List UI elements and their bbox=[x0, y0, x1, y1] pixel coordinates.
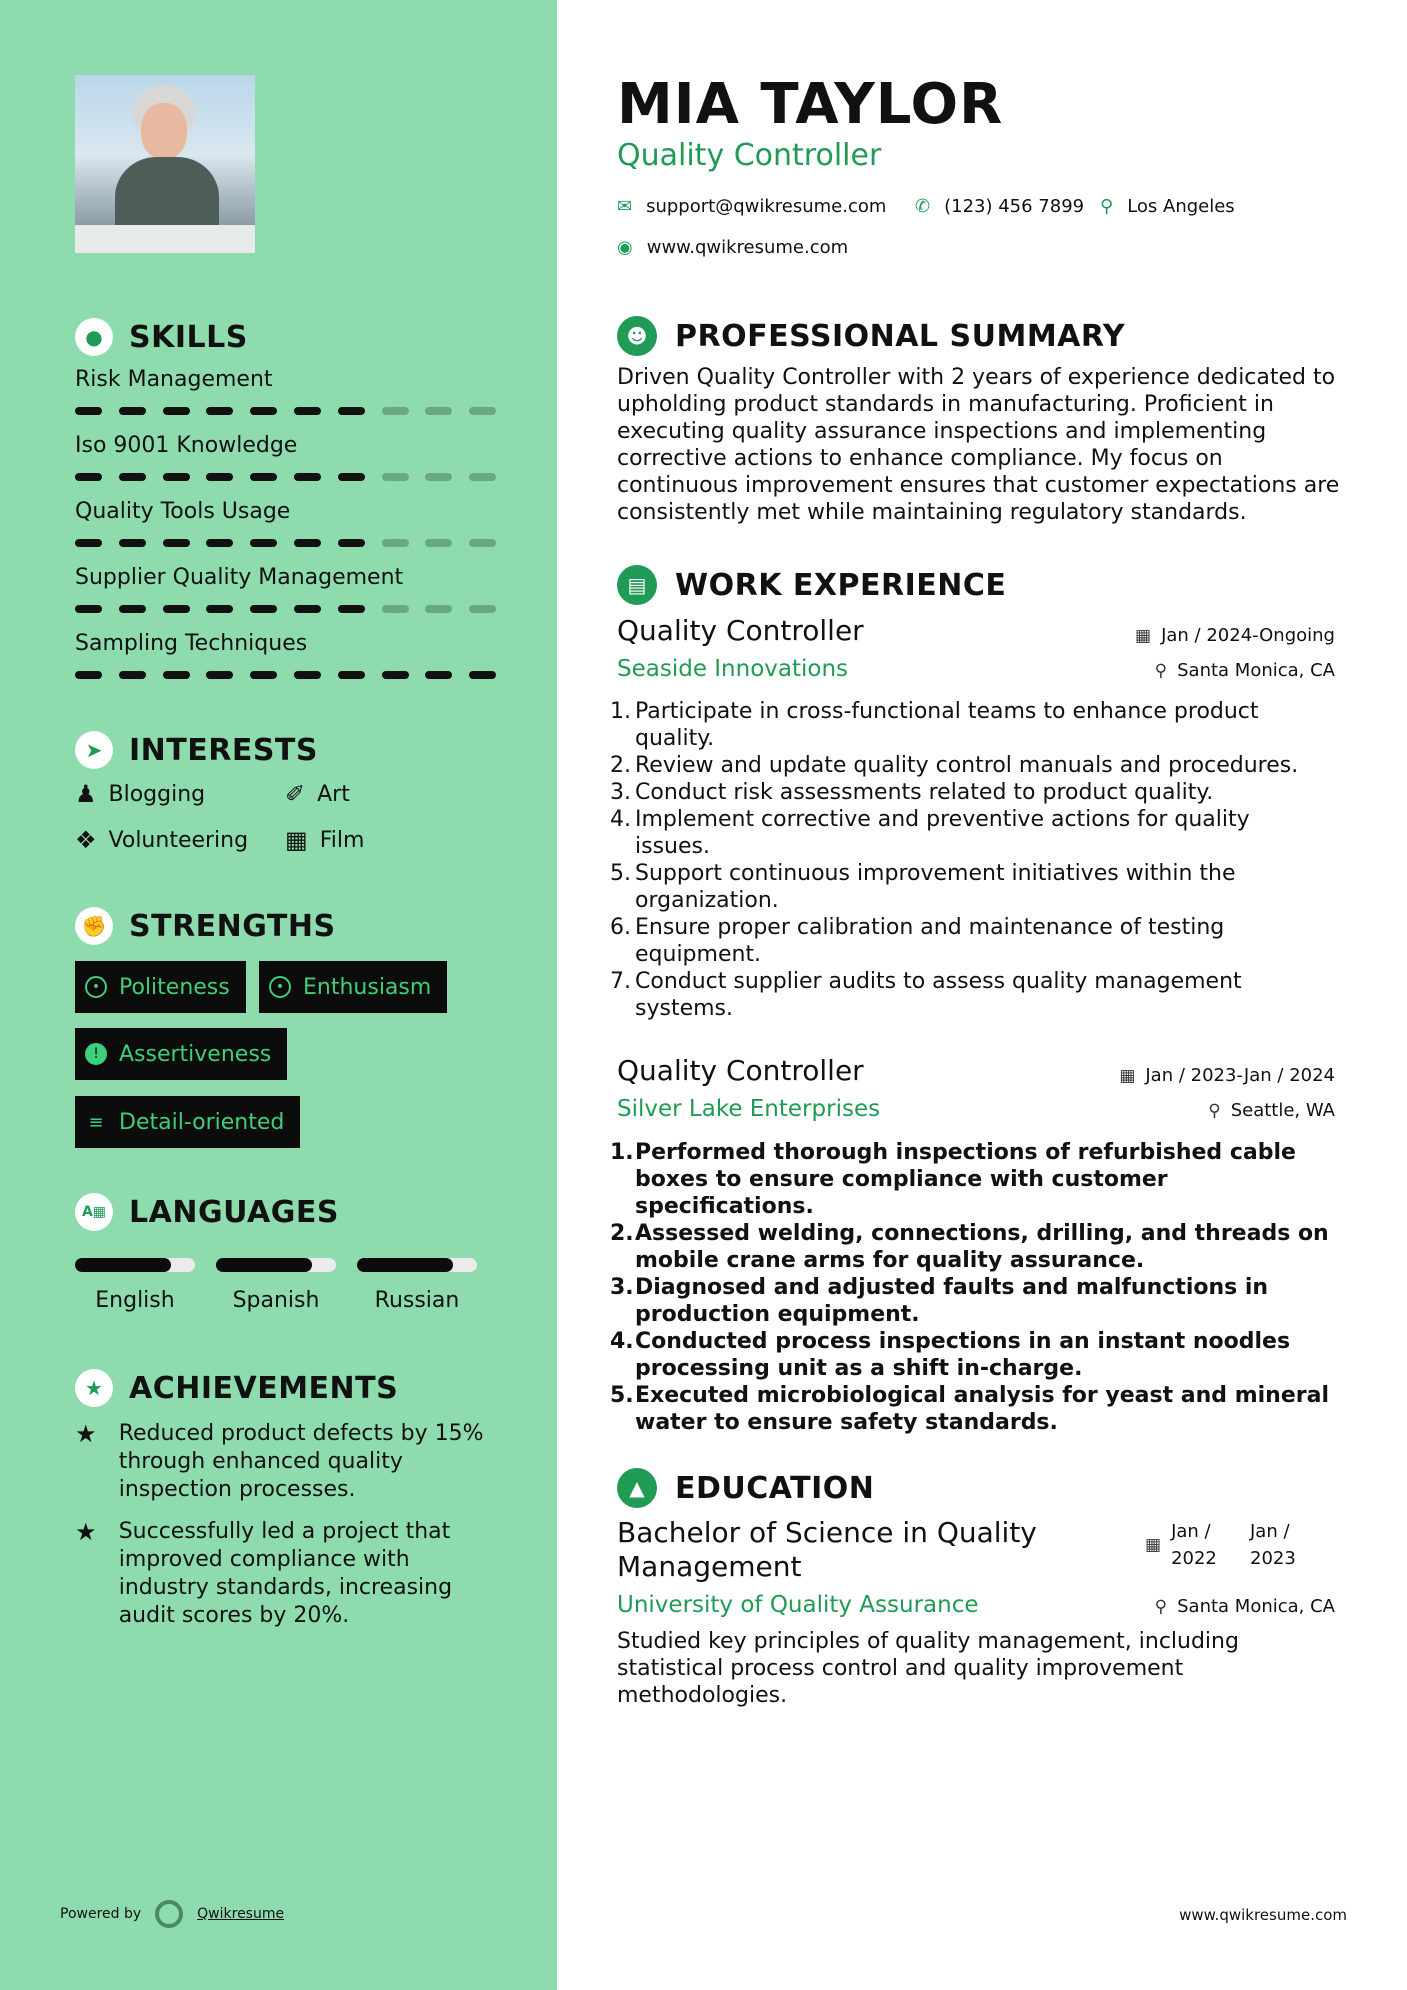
achievement-item: ★ Successfully led a project that improved compliance with industry standards, increasing audit scores by 20%. bbox=[75, 1518, 453, 1628]
interest-item: ❖ Volunteering bbox=[75, 826, 249, 854]
footer-website[interactable]: www.qwikresume.com bbox=[1179, 1906, 1347, 1924]
candidate-role: Quality Controller bbox=[617, 138, 882, 173]
list-item: 5. Support continuous improvement initiatives within the organization. bbox=[610, 861, 1236, 913]
skills-heading: ● SKILLS bbox=[75, 318, 248, 356]
skill-dash-filled bbox=[250, 539, 277, 547]
skill-dash-filled bbox=[163, 605, 190, 613]
star-badge-icon: ★ bbox=[75, 1369, 113, 1407]
contact-phone: ✆ (123) 456 7899 bbox=[915, 196, 1085, 217]
language-level-fill bbox=[75, 1258, 171, 1272]
skill-dash-filled bbox=[338, 539, 365, 547]
skill-dash-filled bbox=[338, 473, 365, 481]
sidebar bbox=[0, 0, 557, 1990]
skill-dash-filled bbox=[206, 671, 233, 679]
skill-dash-filled bbox=[119, 407, 146, 415]
list-item: 4. Conducted process inspections in an instant noodles processing unit as a shift in-charge. bbox=[610, 1329, 1291, 1381]
pushpin-icon: ⚲ bbox=[1154, 1596, 1168, 1617]
skill-dash-filled bbox=[206, 473, 233, 481]
skill-level-bar bbox=[75, 605, 505, 613]
contact-website: ◉ www.qwikresume.com bbox=[617, 237, 849, 258]
degree-title: Bachelor of Science in Quality Management bbox=[617, 1516, 1037, 1583]
skill-dash-empty bbox=[382, 605, 409, 613]
skill-dash-filled bbox=[338, 671, 365, 679]
skill-item: Quality Tools Usage bbox=[75, 499, 505, 524]
language-name: English bbox=[95, 1288, 175, 1313]
job-dates: ▦ Jan / 2024-Ongoing bbox=[1135, 625, 1335, 646]
pushpin-icon: ⚲ bbox=[1154, 660, 1168, 681]
skill-dash-filled bbox=[294, 671, 321, 679]
skill-dash-empty bbox=[425, 473, 452, 481]
skill-dash-filled bbox=[425, 671, 452, 679]
list-item: 3. Conduct risk assessments related to product quality. bbox=[610, 780, 1214, 805]
job-dates: ▦ Jan / 2023-Jan / 2024 bbox=[1119, 1065, 1335, 1086]
skill-dash-filled bbox=[119, 473, 146, 481]
skill-level-bar bbox=[75, 671, 505, 679]
skill-item: Supplier Quality Management bbox=[75, 565, 505, 590]
skill-dash-filled bbox=[75, 539, 102, 547]
language-name: Russian bbox=[374, 1288, 460, 1313]
strength-badge: ≡ Detail-oriented bbox=[75, 1096, 300, 1148]
list-item: 4. Implement corrective and preventive actions for quality issues. bbox=[610, 807, 1250, 859]
strength-badge: • Politeness bbox=[75, 961, 246, 1013]
language-level-fill bbox=[216, 1258, 312, 1272]
map-pin-icon: ⚲ bbox=[1100, 196, 1114, 217]
list-item: 3. Diagnosed and adjusted faults and malfunctions in production equipment. bbox=[610, 1275, 1269, 1327]
job-bullets bbox=[610, 1139, 1330, 1436]
smile-icon: • bbox=[85, 976, 107, 998]
skill-dash-filled bbox=[294, 407, 321, 415]
list-item: 6. Ensure proper calibration and maintenance of testing equipment. bbox=[610, 915, 1225, 967]
skill-dash-filled bbox=[469, 671, 496, 679]
pushpin-icon: ⚲ bbox=[1208, 1100, 1221, 1121]
skill-dash-filled bbox=[294, 473, 321, 481]
language-level-fill bbox=[357, 1258, 453, 1272]
skill-level-bar bbox=[75, 539, 505, 547]
skill-dash-empty bbox=[469, 605, 496, 613]
skill-item: Iso 9001 Knowledge bbox=[75, 433, 505, 458]
skill-dash-filled bbox=[163, 473, 190, 481]
shooting-star-icon: ★ bbox=[75, 1518, 97, 1546]
skill-dash-filled bbox=[206, 407, 233, 415]
skill-dash-filled bbox=[250, 671, 277, 679]
smile-icon: • bbox=[269, 976, 291, 998]
skill-dash-filled bbox=[75, 671, 102, 679]
skill-item: Risk Management bbox=[75, 367, 505, 392]
skill-dash-empty bbox=[382, 473, 409, 481]
list-item: 7. Conduct supplier audits to assess quality management systems. bbox=[610, 969, 1242, 1021]
briefcase-icon: ▤ bbox=[617, 565, 657, 605]
education-end-date: Jan / 2023 bbox=[1250, 1521, 1296, 1569]
interest-item: ♟ Blogging bbox=[75, 780, 206, 808]
contact-email: ✉ support@qwikresume.com bbox=[617, 196, 887, 217]
strength-badge: • Enthusiasm bbox=[259, 961, 447, 1013]
skill-dash-filled bbox=[294, 539, 321, 547]
skill-dash-empty bbox=[469, 539, 496, 547]
job-location: ⚲ Seattle, WA bbox=[1208, 1100, 1335, 1121]
profile-photo bbox=[75, 75, 255, 253]
company-name: Silver Lake Enterprises bbox=[617, 1096, 881, 1122]
strengths-heading: ✊ STRENGTHS bbox=[75, 907, 336, 945]
skill-dash-filled bbox=[163, 407, 190, 415]
language-name: Spanish bbox=[232, 1288, 320, 1313]
interest-item: ✐ Art bbox=[285, 780, 350, 808]
education-description: Studied key principles of quality management, including statistical process control and quality improvement methodologies. bbox=[617, 1629, 1239, 1708]
skill-dash-filled bbox=[250, 473, 277, 481]
calendar-icon: ▦ bbox=[1119, 1065, 1136, 1086]
calendar-icon: ▦ bbox=[1135, 625, 1152, 646]
handshake-icon: ❖ bbox=[75, 826, 97, 854]
contact-location: ⚲ Los Angeles bbox=[1100, 196, 1235, 217]
skill-dash-filled bbox=[163, 539, 190, 547]
skill-dash-filled bbox=[206, 539, 233, 547]
powered-by: Powered by Qwikresume bbox=[60, 1900, 284, 1928]
shooting-star-icon: ★ bbox=[75, 1420, 97, 1448]
education-location: ⚲ Santa Monica, CA bbox=[1154, 1596, 1335, 1617]
skill-dash-filled bbox=[119, 605, 146, 613]
job-location: ⚲ Santa Monica, CA bbox=[1154, 660, 1335, 681]
fist-icon: ✊ bbox=[75, 907, 113, 945]
paintbrush-icon: ✐ bbox=[285, 780, 306, 808]
skill-dash-filled bbox=[338, 605, 365, 613]
skill-dash-filled bbox=[119, 671, 146, 679]
interest-item: ▦ Film bbox=[285, 826, 365, 854]
interests-heading: ➤ INTERESTS bbox=[75, 731, 318, 769]
skill-dash-filled bbox=[75, 407, 102, 415]
skill-dash-filled bbox=[294, 605, 321, 613]
skill-dash-empty bbox=[469, 473, 496, 481]
skill-dash-filled bbox=[75, 605, 102, 613]
skill-item: Sampling Techniques bbox=[75, 631, 505, 656]
experience-heading: ▤ WORK EXPERIENCE bbox=[617, 565, 1006, 605]
graduation-cap-icon: ▲ bbox=[617, 1468, 657, 1508]
languages-heading: A▦ LANGUAGES bbox=[75, 1193, 339, 1231]
skill-dash-empty bbox=[425, 407, 452, 415]
skill-level-bar bbox=[75, 473, 505, 481]
skill-dash-filled bbox=[250, 605, 277, 613]
qwikresume-link[interactable]: Qwikresume bbox=[197, 1906, 285, 1922]
skill-dash-empty bbox=[425, 539, 452, 547]
education-start-date: ▦ Jan / 2022 bbox=[1145, 1518, 1231, 1572]
skill-dash-filled bbox=[119, 539, 146, 547]
list-item: 2. Review and update quality control manuals and procedures. bbox=[610, 753, 1299, 778]
envelope-icon: ✉ bbox=[617, 196, 633, 217]
strength-badge: ! Assertiveness bbox=[75, 1028, 287, 1080]
skill-dash-empty bbox=[425, 605, 452, 613]
users-icon: ♟ bbox=[75, 780, 97, 808]
language-level-bar bbox=[357, 1258, 477, 1272]
achievements-heading: ★ ACHIEVEMENTS bbox=[75, 1369, 398, 1407]
school-name: University of Quality Assurance bbox=[617, 1592, 979, 1618]
skill-dash-filled bbox=[163, 671, 190, 679]
skill-dash-empty bbox=[382, 407, 409, 415]
summary-heading: ☻ PROFESSIONAL SUMMARY bbox=[617, 316, 1125, 356]
summary-text: Driven Quality Controller with 2 years of experience dedicated to upholding product standards in manufacturing. Proficient in executing quality assurance inspections and implementing corrective actions to enhance compliance. My focus on continuous improvement ensures that customer expectations are consistently met while maintaining regulatory standards. bbox=[617, 365, 1340, 525]
exclamation-icon: ! bbox=[85, 1043, 107, 1065]
job-bullets bbox=[610, 698, 1330, 1022]
language-level-bar bbox=[216, 1258, 336, 1272]
job-title: Quality Controller bbox=[617, 1054, 864, 1087]
list-item: 5. Executed microbiological analysis for yeast and mineral water to ensure safety standards. bbox=[610, 1383, 1329, 1435]
calendar-icon: ▦ bbox=[1145, 1535, 1162, 1555]
job-title: Quality Controller bbox=[617, 614, 864, 647]
language-level-bar bbox=[75, 1258, 195, 1272]
skill-dash-filled bbox=[382, 671, 409, 679]
skill-dash-filled bbox=[206, 605, 233, 613]
skill-level-bar bbox=[75, 407, 505, 415]
qwikresume-logo-icon bbox=[155, 1900, 183, 1928]
globe-icon: ◉ bbox=[617, 237, 633, 258]
lightbulb-icon: ● bbox=[75, 318, 113, 356]
list-item: 1. Participate in cross-functional teams to enhance product quality. bbox=[610, 699, 1259, 751]
list-item: 1. Performed thorough inspections of refurbished cable boxes to ensure compliance with customer specifications. bbox=[610, 1140, 1296, 1219]
skill-dash-filled bbox=[250, 407, 277, 415]
skill-dash-empty bbox=[469, 407, 496, 415]
education-heading: ▲ EDUCATION bbox=[617, 1468, 874, 1508]
language-icon: A▦ bbox=[75, 1193, 113, 1231]
skill-dash-filled bbox=[338, 407, 365, 415]
user-icon: ☻ bbox=[617, 316, 657, 356]
list-icon: ≡ bbox=[88, 1111, 104, 1133]
phone-icon: ✆ bbox=[915, 196, 931, 217]
company-name: Seaside Innovations bbox=[617, 656, 849, 682]
list-item: 2. Assessed welding, connections, drilling, and threads on mobile crane arms for quality assurance. bbox=[610, 1221, 1329, 1273]
achievement-item: ★ Reduced product defects by 15% through enhanced quality inspection processes. bbox=[75, 1420, 484, 1502]
skill-dash-filled bbox=[75, 473, 102, 481]
skill-dash-empty bbox=[382, 539, 409, 547]
film-icon: ▦ bbox=[285, 826, 308, 854]
paper-plane-icon: ➤ bbox=[75, 731, 113, 769]
candidate-name: MIA TAYLOR bbox=[617, 72, 1004, 137]
